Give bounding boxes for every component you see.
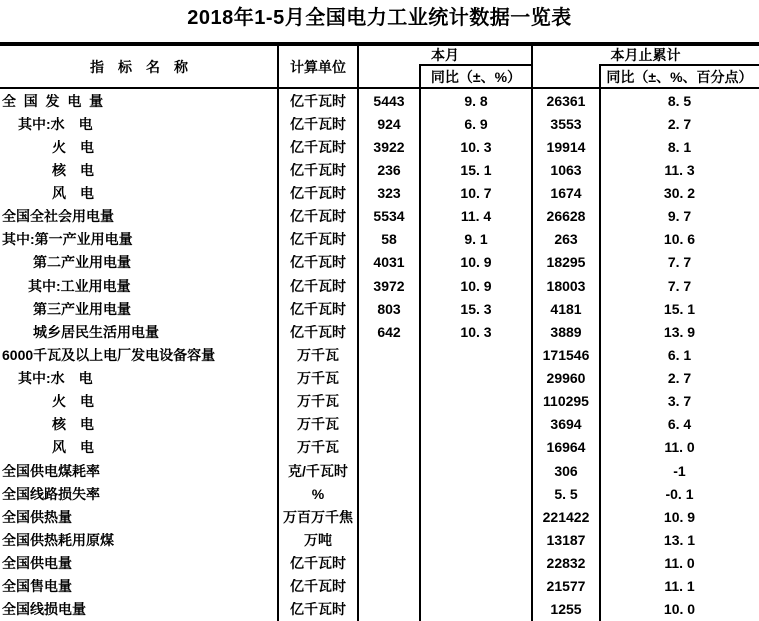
indicator-name-cell: 核 电: [52, 417, 94, 432]
cumulative-yoy-cell: 8. 1: [667, 139, 692, 154]
cumulative-value-cell: 1063: [550, 162, 582, 177]
table-row: [0, 112, 759, 135]
unit-cell: 亿千瓦时: [290, 209, 346, 224]
unit-cell: 亿千瓦时: [290, 162, 346, 177]
unit-cell: 克/千瓦时: [288, 463, 348, 478]
month-yoy-cell: 10. 3: [460, 139, 492, 154]
table-row: [0, 158, 759, 181]
cumulative-yoy-cell: 2. 7: [667, 371, 692, 386]
cumulative-value-cell: 221422: [542, 509, 590, 524]
table-row: [0, 459, 759, 482]
cumulative-yoy-cell: 2. 7: [667, 116, 692, 131]
cumulative-value-cell: 26628: [546, 209, 586, 224]
indicator-name-cell: 全国全社会用电量: [2, 209, 114, 224]
unit-cell: 亿千瓦时: [290, 93, 346, 108]
indicator-name-cell: 第二产业用电量: [33, 255, 131, 270]
cumulative-value-cell: 110295: [543, 394, 589, 409]
unit-cell: 万千瓦: [297, 371, 339, 386]
table-row: [0, 528, 759, 551]
table-row: [0, 482, 759, 505]
cumulative-value-cell: 18003: [546, 278, 586, 293]
table-row: [0, 297, 759, 320]
cumulative-value-cell: 26361: [546, 93, 586, 108]
header-month: 本月: [431, 47, 459, 63]
unit-cell: 万千瓦: [297, 440, 339, 455]
month-value-cell: 924: [377, 116, 401, 131]
cumulative-value-cell: 1674: [550, 186, 582, 201]
cumulative-yoy-cell: 13. 9: [663, 324, 696, 339]
month-yoy-cell: 9. 1: [464, 232, 488, 247]
cumulative-value-cell: 21577: [546, 579, 586, 594]
cumulative-value-cell: 3553: [550, 116, 582, 131]
cumulative-yoy-cell: 6. 1: [667, 347, 692, 362]
indicator-name-cell: 其中:水 电: [18, 371, 93, 386]
month-yoy-cell: 10. 9: [460, 278, 492, 293]
month-value-cell: 803: [377, 301, 401, 316]
unit-cell: 亿千瓦时: [290, 255, 346, 270]
cumulative-value-cell: 5. 5: [554, 486, 578, 501]
indicator-name-cell: 其中:第一产业用电量: [2, 232, 133, 247]
month-yoy-cell: 15. 3: [460, 301, 492, 316]
unit-cell: 亿千瓦时: [290, 556, 346, 571]
header-cumulative-yoy: 同比（±、%、百分点）: [606, 68, 753, 85]
indicator-name-cell: 风 电: [52, 186, 94, 201]
table-row: [0, 205, 759, 228]
unit-cell: 亿千瓦时: [290, 579, 346, 594]
unit-cell: 万千瓦: [297, 394, 339, 409]
indicator-name-cell: 城乡居民生活用电量: [33, 324, 159, 339]
indicator-name-cell: 全国供热量: [2, 509, 72, 524]
cumulative-yoy-cell: 3. 7: [667, 394, 692, 409]
cumulative-yoy-cell: 15. 1: [663, 301, 696, 316]
month-value-cell: 236: [377, 162, 401, 177]
cumulative-yoy-cell: 9. 7: [667, 209, 692, 224]
table-row: [0, 575, 759, 598]
table-row: [0, 598, 759, 621]
header-month-yoy: 同比（±、%）: [430, 68, 522, 85]
month-value-cell: 3972: [373, 278, 405, 293]
cumulative-yoy-cell: 7. 7: [667, 255, 692, 270]
cumulative-value-cell: 4181: [550, 301, 582, 316]
cumulative-yoy-cell: 7. 7: [667, 278, 692, 293]
table-row: [0, 89, 759, 112]
cumulative-yoy-cell: 30. 2: [663, 186, 696, 201]
unit-cell: 亿千瓦时: [290, 232, 346, 247]
cumulative-value-cell: 16964: [546, 440, 586, 455]
cumulative-value-cell: 22832: [546, 556, 586, 571]
indicator-name-cell: 第三产业用电量: [33, 301, 131, 316]
indicator-name-cell: 其中:水 电: [18, 116, 93, 131]
cumulative-yoy-cell: 10. 6: [663, 232, 696, 247]
month-yoy-cell: 15. 1: [460, 162, 492, 177]
indicator-name-cell: 核 电: [52, 162, 94, 177]
table-row: [0, 436, 759, 459]
indicator-name-cell: 全国供热耗用原煤: [2, 532, 114, 547]
cumulative-yoy-cell: 13. 1: [663, 532, 696, 547]
unit-cell: 万千瓦: [297, 347, 339, 362]
month-yoy-cell: 9. 8: [464, 93, 488, 108]
cumulative-value-cell: 263: [554, 232, 578, 247]
unit-cell: 亿千瓦时: [290, 602, 346, 617]
unit-cell: %: [311, 486, 325, 501]
indicator-name-cell: 全国线损电量: [2, 602, 86, 617]
unit-cell: 亿千瓦时: [290, 139, 346, 154]
cumulative-value-cell: 29960: [546, 371, 586, 386]
unit-cell: 亿千瓦时: [290, 324, 346, 339]
cumulative-yoy-cell: 11. 3: [664, 162, 695, 177]
cumulative-yoy-cell: 11. 1: [664, 579, 695, 594]
table-row: [0, 505, 759, 528]
cumulative-value-cell: 171546: [542, 347, 590, 362]
month-yoy-cell: 6. 9: [464, 116, 488, 131]
cumulative-yoy-cell: 6. 4: [667, 417, 692, 432]
table-row: [0, 367, 759, 390]
month-yoy-cell: 10. 3: [460, 324, 492, 339]
header-indicator-name: 指 标 名 称: [90, 58, 188, 75]
table-row: [0, 413, 759, 436]
cumulative-value-cell: 19914: [546, 139, 586, 154]
table-row: [0, 343, 759, 366]
indicator-name-cell: 全国售电量: [2, 579, 72, 594]
cumulative-value-cell: 3694: [550, 417, 582, 432]
table-row: [0, 390, 759, 413]
unit-cell: 亿千瓦时: [290, 186, 346, 201]
header-unit: 计算单位: [290, 58, 346, 75]
indicator-name-cell: 全国供电量: [2, 556, 72, 571]
cumulative-value-cell: 1255: [550, 602, 582, 617]
indicator-name-cell: 火 电: [52, 139, 94, 154]
cumulative-yoy-cell: 11. 0: [664, 556, 695, 571]
table-row: [0, 135, 759, 158]
indicator-name-cell: 全国供电煤耗率: [2, 463, 100, 478]
table-row: [0, 274, 759, 297]
indicator-name-cell: 全 国 发 电 量: [2, 93, 104, 108]
month-yoy-cell: 11. 4: [460, 209, 492, 224]
month-value-cell: 642: [377, 324, 401, 339]
cumulative-value-cell: 18295: [546, 255, 586, 270]
unit-cell: 万吨: [304, 532, 332, 547]
month-value-cell: 58: [381, 232, 397, 247]
unit-cell: 万千瓦: [297, 417, 339, 432]
table-row: [0, 552, 759, 575]
unit-cell: 万百万千焦: [283, 509, 353, 524]
cumulative-yoy-cell: 8. 5: [667, 93, 692, 108]
table-row: [0, 320, 759, 343]
indicator-name-cell: 火 电: [52, 394, 94, 409]
unit-cell: 亿千瓦时: [290, 116, 346, 131]
table-row: [0, 228, 759, 251]
indicator-name-cell: 风 电: [52, 440, 94, 455]
cumulative-yoy-cell: 10. 0: [663, 602, 696, 617]
cumulative-yoy-cell: -1: [673, 463, 686, 478]
unit-cell: 亿千瓦时: [290, 301, 346, 316]
cumulative-yoy-cell: 11. 0: [664, 440, 695, 455]
month-value-cell: 5534: [373, 209, 405, 224]
cumulative-yoy-cell: -0. 1: [665, 486, 694, 501]
table-row: [0, 182, 759, 205]
table-row: [0, 251, 759, 274]
unit-cell: 亿千瓦时: [290, 278, 346, 293]
month-value-cell: 4031: [373, 255, 405, 270]
cumulative-value-cell: 3889: [550, 324, 582, 339]
indicator-name-cell: 全国线路损失率: [2, 486, 100, 501]
month-value-cell: 5443: [373, 93, 405, 108]
header-cumulative: 本月止累计: [610, 47, 681, 63]
page-title: 2018年1-5月全国电力工业统计数据一览表: [187, 7, 572, 29]
indicator-name-cell: 其中:工业用电量: [28, 278, 131, 293]
indicator-name-cell: 6000千瓦及以上电厂发电设备容量: [2, 347, 216, 362]
month-yoy-cell: 10. 9: [460, 255, 492, 270]
table-body: [0, 89, 759, 621]
cumulative-yoy-cell: 10. 9: [663, 509, 696, 524]
month-yoy-cell: 10. 7: [460, 186, 492, 201]
cumulative-value-cell: 306: [554, 463, 578, 478]
cumulative-value-cell: 13187: [546, 532, 586, 547]
month-value-cell: 323: [377, 186, 401, 201]
month-value-cell: 3922: [373, 139, 405, 154]
